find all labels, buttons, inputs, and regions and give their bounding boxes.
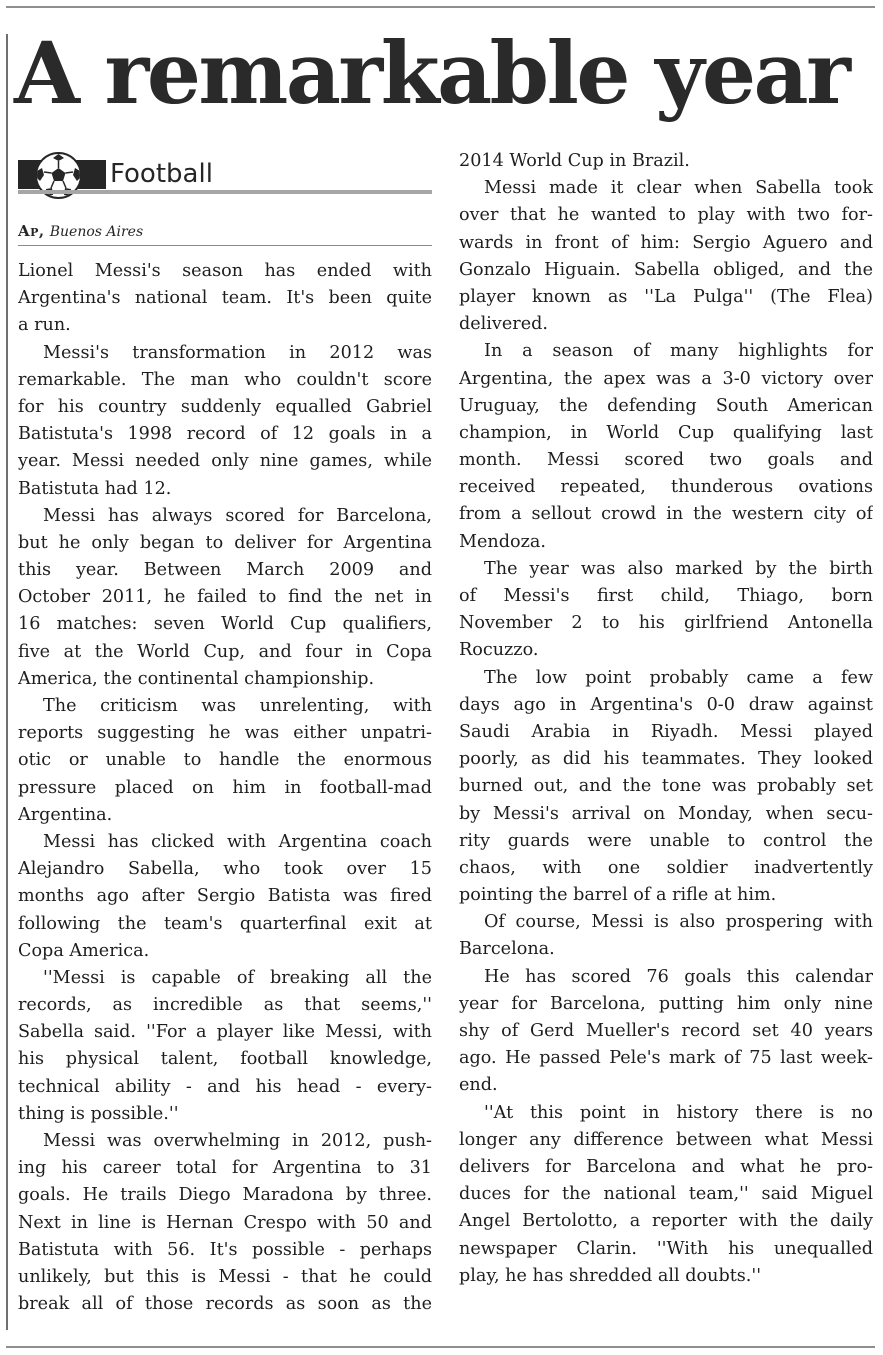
text-line: champion, in World Cup qualifying last — [459, 422, 873, 443]
text-line: The criticism was unrelenting, with — [43, 696, 432, 716]
text-line: Messi has always scored for Barcelona, — [43, 505, 432, 526]
text-line: Batistuta had 12. — [18, 478, 172, 499]
text-line: received repeated, thunderous ovations — [459, 477, 873, 498]
text-line: He has scored 76 goals this calendar — [484, 966, 873, 987]
text-line: month. Messi scored two goals and — [459, 450, 873, 471]
text-line: Mendoza. — [459, 531, 546, 552]
text-line: unlikely, but this is Messi - that he could — [18, 1266, 432, 1287]
text-line: America, the continental championship. — [18, 668, 375, 689]
text-line: records, as incredible as that seems,'' — [18, 995, 432, 1016]
text-line: over that he wanted to play with two for- — [459, 205, 873, 226]
article-column-left — [18, 258, 432, 1318]
text-line: newspaper Clarin. ''With his unequalled — [459, 1238, 873, 1259]
text-line: play, he has shredded all doubts.'' — [459, 1265, 762, 1286]
text-line: but he only began to deliver for Argentina — [18, 532, 432, 553]
text-line: Messi made it clear when Sabella took — [484, 178, 873, 199]
section-underline — [18, 190, 432, 194]
text-line: Barcelona. — [459, 939, 555, 960]
text-line: longer any difference between what Messi — [459, 1129, 873, 1150]
text-line: Rocuzzo. — [459, 640, 539, 661]
text-line: Copa America. — [18, 940, 150, 961]
text-line: chaos, with one soldier inadvertently — [459, 857, 873, 878]
text-line: November 2 to his girlfriend Antonella — [459, 613, 873, 634]
text-line: duces for the national team,'' said Miguel — [459, 1184, 873, 1205]
article-column-right — [459, 148, 873, 1290]
text-line: days ago in Argentina's 0-0 draw against — [459, 694, 873, 715]
text-line: rity guards were unable to control the — [459, 830, 873, 851]
text-line: Batistuta's 1998 record of 12 goals in a — [18, 424, 432, 445]
news-agency: Ap, — [18, 222, 45, 240]
text-line: The year was also marked by the birth — [484, 558, 873, 579]
text-line: In a season of many highlights for — [484, 341, 873, 362]
text-line: break all of those records as soon as the — [18, 1294, 432, 1315]
text-line: by Messi's arrival on Monday, when secu- — [459, 803, 873, 824]
text-line: pressure placed on him in football-mad — [18, 777, 432, 798]
text-line: reports suggesting he was either unpatri- — [18, 723, 432, 744]
text-line: Argentina, the apex was a 3-0 victory over — [459, 368, 873, 389]
bottom-rule — [6, 1346, 875, 1348]
text-line: Sabella said. ''For a player like Messi, with — [18, 1022, 432, 1043]
text-line: player known as ''La Pulga'' (The Flea) — [459, 286, 873, 307]
text-line: ''At this point in history there is no — [484, 1102, 873, 1123]
text-line: Lionel Messi's season has ended with — [18, 261, 432, 281]
text-line: Angel Bertolotto, a reporter with the daily — [459, 1211, 873, 1232]
text-line: for his country suddenly equalled Gabriel — [18, 396, 432, 417]
text-line: 2014 World Cup in Brazil. — [459, 151, 690, 171]
dateline — [18, 221, 432, 246]
text-line: Uruguay, the defending South American — [459, 395, 873, 416]
text-line: goals. He trails Diego Maradona by three. — [18, 1185, 432, 1206]
text-line: this year. Between March 2009 and — [18, 560, 432, 581]
text-line: Next in line is Hernan Crespo with 50 and — [18, 1212, 432, 1233]
text-line: of Messi's first child, Thiago, born — [459, 586, 873, 606]
text-line: October 2011, he failed to find the net in — [18, 587, 432, 608]
text-line: otic or unable to handle the enormous — [18, 750, 432, 771]
dateline-place: Buenos Aires — [49, 224, 144, 240]
text-line: technical ability - and his head - every- — [18, 1076, 432, 1097]
text-line: end. — [459, 1075, 498, 1096]
text-line: shy of Gerd Mueller's record set 40 years — [459, 1021, 873, 1041]
text-line: wards in front of him: Sergio Aguero and — [459, 232, 873, 253]
text-line: pointing the barrel of a rifle at him. — [459, 885, 777, 906]
text-line: delivers for Barcelona and what he pro- — [459, 1156, 873, 1177]
text-line: Batistuta with 56. It's possible - perhaps — [18, 1239, 432, 1260]
text-line: Messi has clicked with Argentina coach — [43, 831, 432, 852]
text-line: year for Barcelona, putting him only nine — [459, 993, 873, 1014]
text-line: delivered. — [459, 314, 548, 335]
headline: A remarkable year — [14, 24, 849, 124]
text-line: ''Messi is capable of breaking all the — [43, 967, 432, 988]
text-line: his physical talent, football knowledge, — [18, 1049, 432, 1070]
text-line: a run. — [18, 315, 71, 336]
text-line: five at the World Cup, and four in Copa — [18, 641, 432, 662]
text-line: remarkable. The man who couldn't score — [18, 369, 432, 390]
section-header — [18, 156, 432, 196]
text-line: Gonzalo Higuain. Sabella obliged, and the — [459, 259, 873, 280]
text-line: ago. He passed Pele's mark of 75 last week- — [459, 1048, 873, 1069]
text-line: 16 matches: seven World Cup qualifiers, — [18, 614, 432, 635]
text-line: Argentina. — [18, 804, 113, 825]
text-line: Saudi Arabia in Riyadh. Messi played — [459, 721, 873, 742]
left-column-rule — [6, 34, 8, 1330]
text-line: The low point probably came a few — [484, 667, 873, 688]
text-line: Messi's transformation in 2012 was — [43, 342, 432, 363]
text-line: thing is possible.'' — [18, 1103, 179, 1124]
text-line: Messi was overwhelming in 2012, push- — [43, 1131, 432, 1151]
text-line: ing his career total for Argentina to 31 — [18, 1158, 432, 1179]
text-line: months ago after Sergio Batista was fired — [18, 886, 432, 907]
text-line: from a sellout crowd in the western city of — [459, 504, 873, 525]
text-line: year. Messi needed only nine games, while — [18, 451, 432, 472]
text-line: following the team's quarterfinal exit at — [18, 913, 432, 934]
text-line: Alejandro Sabella, who took over 15 — [18, 859, 432, 880]
text-line: burned out, and the tone was probably set — [459, 776, 873, 797]
top-rule — [6, 6, 875, 8]
text-line: Of course, Messi is also prospering with — [484, 912, 873, 933]
text-line: Argentina's national team. It's been quite — [18, 288, 432, 309]
text-line: poorly, as did his teammates. They looked — [459, 749, 873, 770]
section-label: Football — [110, 159, 213, 189]
